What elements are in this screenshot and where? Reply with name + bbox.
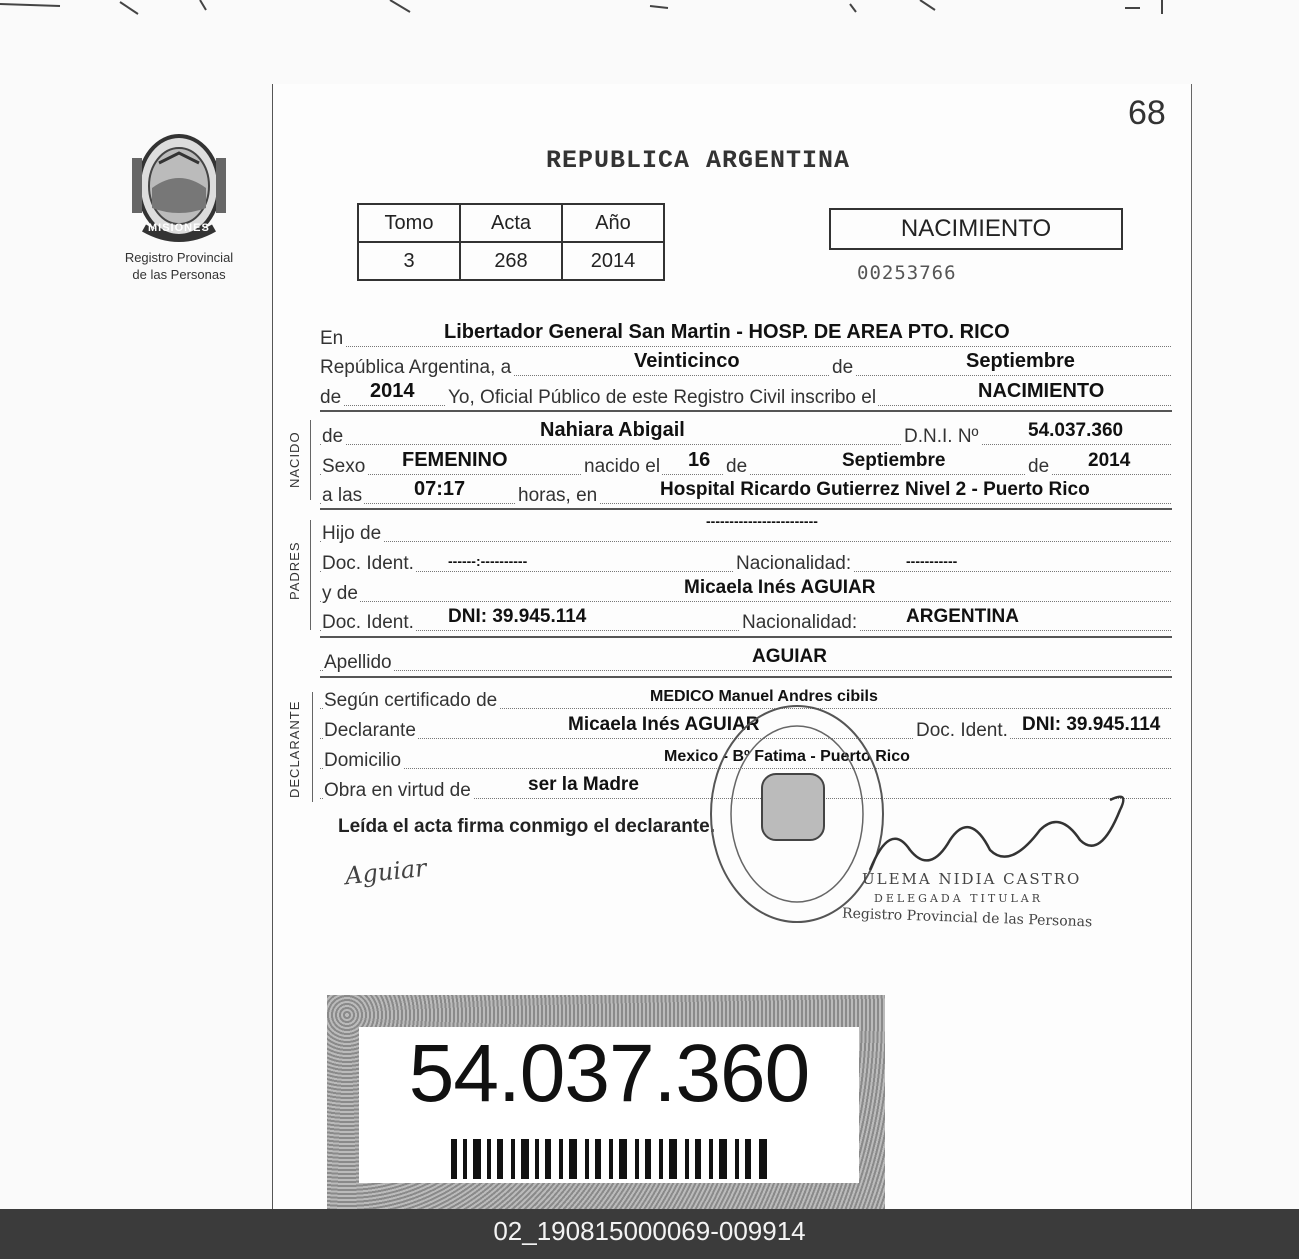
child-dni: 54.037.360 [1028,420,1124,441]
birth-de-label-2: de [1028,456,1050,477]
father-doc-label: Doc. Ident. [322,553,414,574]
birth-place: Hospital Ricardo Gutierrez Nivel 2 - Puerto Rico [660,479,1090,500]
birth-de-label: de [726,456,748,477]
barcode-label [327,995,885,1210]
barcode-panel [359,1027,859,1183]
line-time [320,479,1171,504]
barcode-icon [451,1139,771,1179]
official-name: ULEMA NIDIA CASTRO [862,870,1082,888]
tomo-value: 3 [358,242,460,280]
line-place [320,322,1171,347]
barcode-number: 54.037.360 [408,1028,810,1119]
father-nat: ----------- [906,553,958,569]
republica-label: República Argentina, a [320,357,512,378]
official-role: DELEGADA TITULAR [874,892,1043,905]
birth-month: Septiembre [842,450,946,471]
declarante-section-label: DECLARANTE [287,700,302,798]
declarant-doc: DNI: 39.945.114 [1022,714,1161,735]
registry-name-line2: de las Personas [132,267,226,282]
tomo-label: Tomo [358,204,460,242]
mother-nat-label: Nacionalidad: [742,612,858,633]
mother-name: Micaela Inés AGUIAR [684,577,876,598]
anio-value: 2014 [562,242,664,280]
document-title: REPUBLICA ARGENTINA [546,146,851,175]
child-name: Nahiara Abigail [540,419,685,441]
acta-label: Acta [460,204,562,242]
line-father-doc [320,547,1171,572]
apellido-label: Apellido [324,652,392,673]
declarant-signature: Aguiar [343,853,428,891]
nacido-label: nacido el [584,456,661,477]
y-de-label: y de [322,583,358,604]
line-mother [320,577,1171,602]
padres-bar [310,520,311,630]
birth-time: 07:17 [414,478,466,500]
month-value: Septiembre [966,350,1075,372]
inscribe-value: NACIMIENTO [978,380,1105,402]
birth-year: 2014 [1088,450,1131,471]
nacido-bar [310,420,311,500]
page-number: 68 [1128,94,1166,132]
father-name: ------------------------ [706,513,818,529]
decl-label: Declarante [324,720,416,741]
seal-bottom-text: MISIONES [148,222,210,234]
act-type-box: NACIMIENTO [829,208,1123,250]
father-nat-label: Nacionalidad: [736,553,852,574]
address-value: Mexico - Bº Fatima - Puerto Rico [664,748,910,765]
sexo-label: Sexo [322,456,366,477]
line-father [320,513,1171,544]
line-date [320,351,1171,376]
year-de-label: de [320,387,342,408]
sexo-value: FEMENINO [402,449,508,471]
cert-value: MEDICO Manuel Andres cibils [650,688,878,705]
line-year [320,381,1171,406]
decl-doc-label: Doc. Ident. [916,720,1008,741]
closing-statement: Leída el acta firma conmigo el declarante. [338,816,715,837]
horas-label: horas, en [518,485,598,506]
registry-name-line1: Registro Provincial [124,250,234,265]
place-value: Libertador General San Martin - HOSP. DE AREA PTO. RICO [444,321,1010,343]
mother-nat: ARGENTINA [906,606,1019,627]
father-doc: ------:---------- [448,553,528,569]
nacido-section-label: NACIDO [287,431,302,488]
anio-label: Año [562,204,664,242]
divider-4 [320,676,1172,678]
line-sex [320,450,1171,475]
en-label: En [320,328,344,349]
serial-number: 00253766 [857,262,957,284]
yo-text: Yo, Oficial Público de este Registro Civil inscribo el [448,387,877,408]
line-name [320,420,1171,445]
cert-label: Según certificado de [324,690,498,711]
line-mother-doc [320,606,1171,631]
obra-label: Obra en virtud de [324,780,471,801]
divider-3 [320,636,1172,638]
scan-marks [0,0,1299,20]
de-label: de [832,357,854,378]
divider-2 [320,508,1172,510]
mother-doc-label: Doc. Ident. [322,612,414,633]
birth-day: 16 [688,449,711,471]
line-surname [320,646,1171,671]
padres-section-label: PADRES [287,541,302,600]
dom-label: Domicilio [324,750,402,771]
scan-footer-id: 02_190815000069-009914 [0,1209,1299,1259]
mother-doc: DNI: 39.945.114 [448,606,587,627]
day-words: Veinticinco [634,350,740,372]
capacity-value: ser la Madre [528,774,639,795]
official-org: Registro Provincial de las Personas [841,905,1093,931]
acta-value: 268 [460,242,562,280]
surname-value: AGUIAR [752,646,827,667]
year-value: 2014 [370,380,415,402]
hijo-label: Hijo de [322,523,382,544]
a-las-label: a las [322,485,363,506]
dni-label: D.N.I. Nº [904,426,979,447]
record-table [357,203,665,281]
name-de-label: de [322,426,344,447]
divider-1 [320,410,1172,412]
declarant-name: Micaela Inés AGUIAR [568,714,760,735]
declarante-bar [312,692,313,802]
